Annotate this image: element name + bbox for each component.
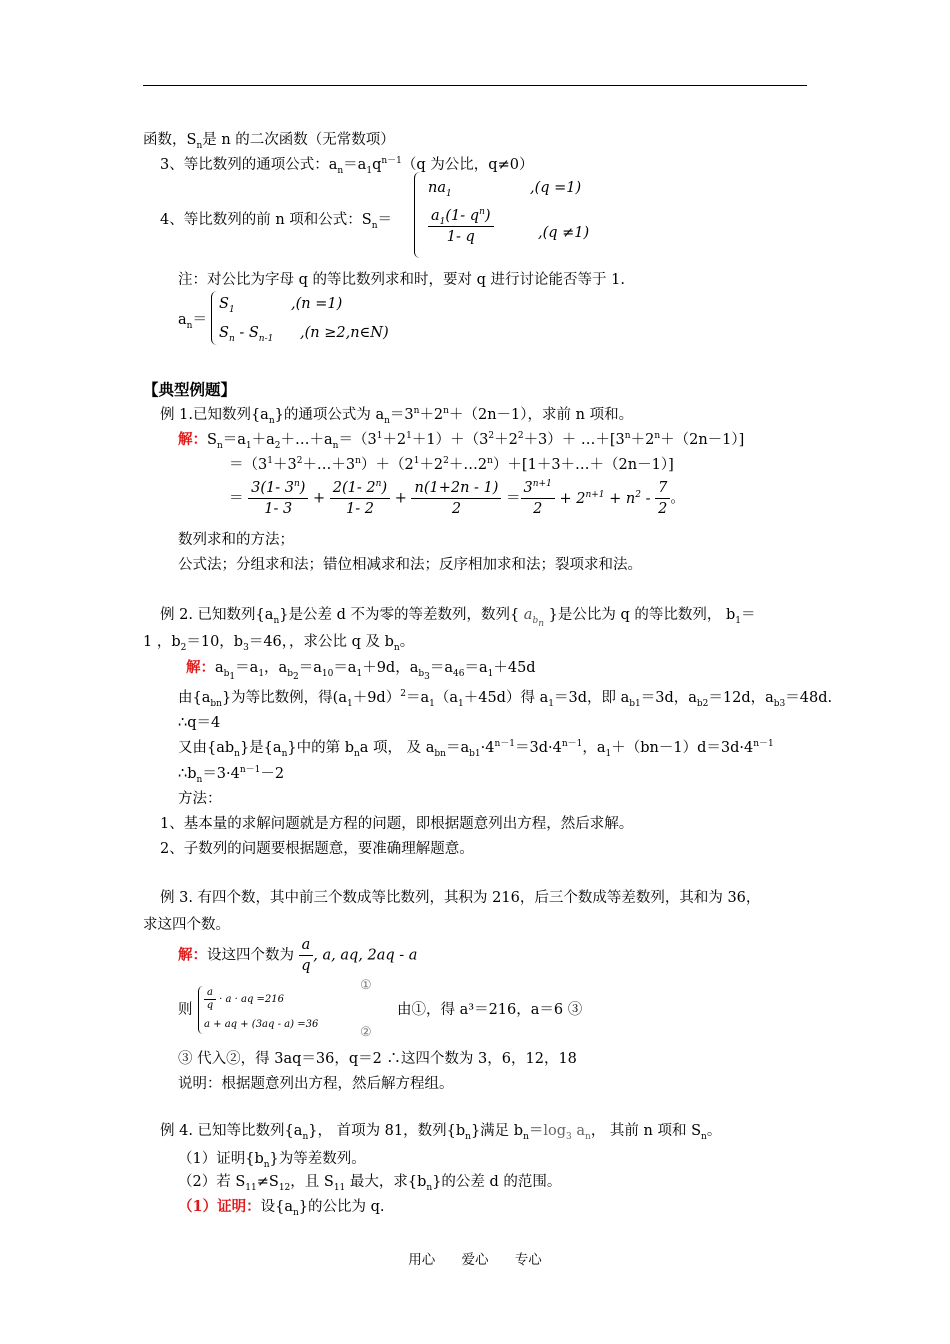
text-line <box>178 556 642 574</box>
piecewise-brace <box>414 172 425 258</box>
text-line: （1）证明：设$\{a_n\}$的公比为 q. <box>178 1198 385 1218</box>
text-line <box>178 790 222 808</box>
text-line <box>143 916 230 934</box>
text: ∴b <box>178 766 197 782</box>
solution-line: $\therefore b_n=3\cdot 4^{n-1}-2$ <box>178 765 285 785</box>
text: }的通项公式为 a <box>274 407 385 423</box>
text: （1）证明{b <box>178 1151 264 1167</box>
text: 1 ，b <box>143 634 181 650</box>
circled-2: ② <box>360 1025 372 1040</box>
proof-label: （1）证明： <box>178 1198 261 1215</box>
example-4: 例 4. 已知等比数列$\{a_n\}$， 首项为 81，数列$\{b_n\}$满足 $b_n=\log_3$ $a_n$， 其前 n 项和 $S_n$。 <box>160 1123 722 1142</box>
text-line: 1 ，$b_2=10$，$b_3=46$，，求公比 q 及 $b_n$。 <box>143 634 415 653</box>
solution-formula: ＝ $\frac{3(1- 3^n)}{1- 3}$ + $\frac{2(1- 2^n)}{1- 2}$ + $\frac{n(1+2n - 1)}{2}$ ＝ $\frac{3^{n+1}}{2}$ + $2^{n+1} + n^2$ - $\frac{7}{2}$ 。 <box>229 479 685 517</box>
text: 则 <box>178 1002 193 1018</box>
text: 求这四个数。 <box>143 917 230 933</box>
solution-line: 解：设这四个数为 $\frac{a}{q}$ , a, aq, 2aq - a <box>178 937 418 974</box>
formula-case2: $\frac{a_1(1- q^n)}{1- q}$ <box>428 206 494 247</box>
text: 又由{ab <box>178 740 235 756</box>
text: 公式法；分组求和法；错位相减求和法；反序相加求和法；裂项求和法。 <box>178 557 642 573</box>
solution-line: $=(3^1+3^2+\dots+3^n)+(2^1+2^2+\dots 2^n)+[1+3+\dots+(2n-1)]$ <box>229 456 674 473</box>
text-line: 4、等比数列的前 n 项和公式：$S_n=$ <box>160 212 393 231</box>
text: ③ 代入②，得 3aq＝36，q＝2 ∴这四个数为 3，6，12，18 <box>178 1051 577 1067</box>
example-1: 例 1.已知数列$\{a_n\}$的通项公式为 $a_n=3^n+2^n+(2n-1)$，求前 n 项和。 <box>160 406 634 426</box>
text: 函数，S <box>143 132 197 148</box>
system-eq1: $\frac{a}{q}$ · a · aq =216 <box>204 987 284 1012</box>
text: 设这四个数为 <box>207 947 294 964</box>
solution-line: 解：$S_n=a_1+a_2+\dots+a_n=(3^1+2^1+1)+(3^2+2^2+3)+$ $\dots+[3^n+2^n+(2n-1)]$ <box>178 431 745 451</box>
header-rule <box>143 85 807 86</box>
system-eq2: a + aq + (3aq - a) =36 <box>204 1019 319 1030</box>
note-line <box>178 271 625 289</box>
text: 数列求和的方法； <box>178 532 294 548</box>
text: （2）若 S <box>178 1174 246 1190</box>
text: 说明：根据题意列出方程，然后解方程组。 <box>178 1076 454 1092</box>
text: 例 1.已知数列{a <box>160 407 269 423</box>
formula-case1: $S_1$ <box>219 296 235 315</box>
text-line: $a_n=$ <box>178 312 207 331</box>
text: 由①，得 a³＝216，a＝6 ③ <box>397 1002 583 1018</box>
text: 3、等比数列的通项公式：a <box>160 157 338 173</box>
text: 例 2. 已知数列{a <box>160 607 274 623</box>
text: 是 n 的二次函数（无常数项） <box>202 132 395 148</box>
solution-label: 解： <box>178 431 207 448</box>
text-line <box>397 1001 582 1019</box>
example-2: 例 2. 已知数列$\{a_n\}$是公差 d 不为零的等差数列，数列{ $a_{b_n}$ }是公比为 q 的等比数列， $b_1=$ <box>160 607 756 629</box>
text-line <box>160 840 474 858</box>
text-line <box>178 1001 193 1019</box>
solution-label: 解： <box>186 659 215 676</box>
text: 设{a <box>260 1199 293 1215</box>
solution-line: 又由$\{ab_n\}$是$\{a_n\}$中的第 $b_na$ 项， 及 $a_{bn}=a_{b1}\cdot 4^{n-1}=3d\cdot 4^{n-1}$，$a_1+(bn-1)d=3d\cdot 4^{n-1}$ <box>178 739 774 759</box>
text-line: （2）若 $S_{11}\ne S_{12}$，且 $S_{11}$ 最大，求$\{b_n\}$的公差 d 的范围。 <box>178 1174 562 1193</box>
text: 由{a <box>178 690 211 706</box>
solution-line: 解：$a_{b_1}=a_1$，$a_{b_2}=a_{10}=a_1+9d$，$a_{b_3}=a_{46}=a_1+45d$ <box>186 659 536 682</box>
text-line <box>178 531 294 549</box>
section-heading <box>143 381 236 399</box>
text-line <box>143 131 395 149</box>
formula-case1: $na_1$ <box>428 180 452 199</box>
formula-cond1: ,(n =1) <box>291 296 343 312</box>
text-line: 3、等比数列的通项公式：$a_n=a_1q^{n-1}(q$ 为公比，q≠0） <box>160 156 534 176</box>
formula-cond2: ,(q ≠1) <box>538 225 590 241</box>
solution-line: 由$\{a_{bn}\}$为等比数例，得$(a_1+9d)^2=a_1(a_1+45d)$得 $a_1=3d$，即 $a_{b1}=3d$，$a_{b2}=12d$，$a_{b3}=48d$. <box>178 689 833 709</box>
text: ∴q＝4 <box>178 715 221 731</box>
solution-label: 解： <box>178 946 207 964</box>
example-3 <box>160 889 760 907</box>
text: 4、等比数列的前 n 项和公式：S <box>160 212 372 228</box>
formula-cond2: ,(n ≥2,n∈N) <box>300 325 389 341</box>
formula-cond1: ,(q =1) <box>530 180 582 196</box>
text: 注：对公比为字母 q 的等比数列求和时，要对 q 进行讨论能否等于 1. <box>178 272 625 288</box>
text: 1、基本量的求解问题就是方程的问题，即根据题意列出方程，然后求解。 <box>160 816 634 832</box>
text-line <box>160 815 633 833</box>
formula-case2: $S_n - S_{n-1}$ <box>219 325 274 344</box>
solution-line <box>178 714 220 732</box>
subscript: n <box>196 140 203 151</box>
text: 例 4. 已知等比数列{a <box>160 1123 303 1139</box>
text-line: （1）证明$\{b_n\}$为等差数列。 <box>178 1151 366 1170</box>
text: 【典型例题】 <box>143 380 237 399</box>
text: 例 3. 有四个数，其中前三个数成等比数列，其积为 216，后三个数成等差数列，其和为 36， <box>160 890 761 906</box>
page-footer: 用心 爱心 专心 <box>408 1252 542 1268</box>
text-line <box>178 1050 577 1068</box>
text-line <box>178 1075 454 1093</box>
text: 2、子数列的问题要根据题意，要准确理解题意。 <box>160 841 474 857</box>
circled-1: ① <box>360 978 372 993</box>
text: 方法： <box>178 791 222 807</box>
